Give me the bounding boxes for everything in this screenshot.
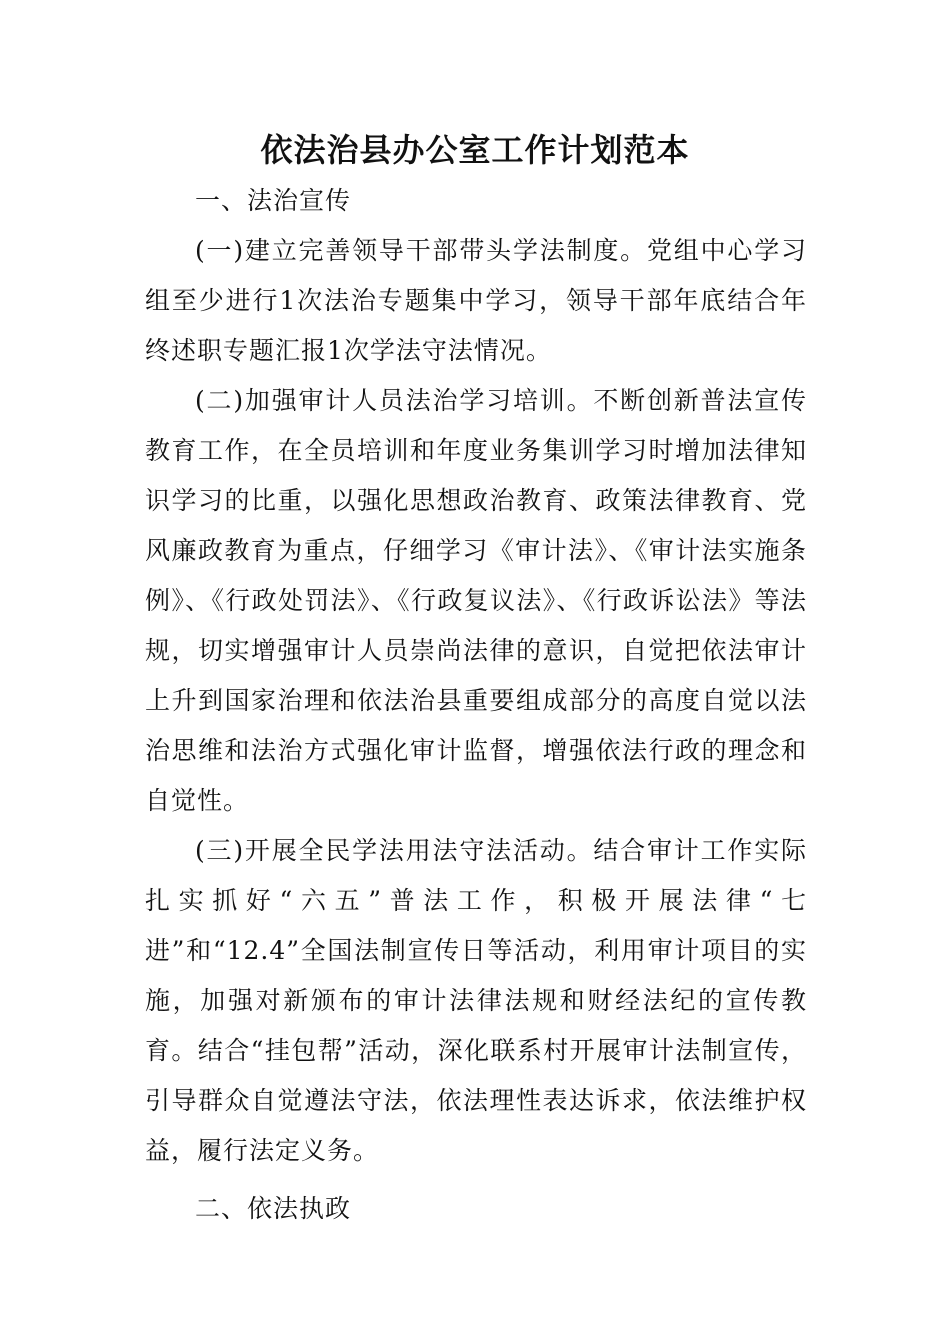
- document-title: 依法治县办公室工作计划范本: [260, 131, 690, 169]
- paragraph-1-3: (三)开展全民学法用法守法活动。结合审计工作实际扎实抓好“六五”普法工作，积极开展法律“七进”和“12.4”全国法制宣传日等活动，利用审计项目的实施，加强对新颁布的审计法律法规和财经法纪的宣传教育。结合“挂包帮”活动，深化联系村开展审计法制宣传，引导群众自觉遵法守法，依法理性表达诉求，依法维护权益，履行法定义务。: [145, 836, 807, 1165]
- paragraph-1-1: (一)建立完善领导干部带头学法制度。党组中心学习组至少进行1次法治专题集中学习，领导干部年底结合年终述职专题汇报1次学法守法情况。: [145, 236, 807, 365]
- paragraph-1-2: (二)加强审计人员法治学习培训。不断创新普法宣传教育工作，在全员培训和年度业务集训学习时增加法律知识学习的比重，以强化思想政治教育、政策法律教育、党风廉政教育为重点，仔细学习《审计法》、《审计法实施条例》、《行政处罚法》、《行政复议法》、《行政诉讼法》等法规，切实增强审计人员崇尚法律的意识，自觉把依法审计上升到国家治理和依法治县重要组成部分的高度自觉以法治思维和法治方式强化审计监督，增强依法行政的理念和自觉性。: [145, 386, 807, 815]
- document-body: [145, 176, 807, 1234]
- section-heading-1: 一、法治宣传: [195, 186, 352, 215]
- section-heading-2: 二、依法执政: [195, 1194, 352, 1223]
